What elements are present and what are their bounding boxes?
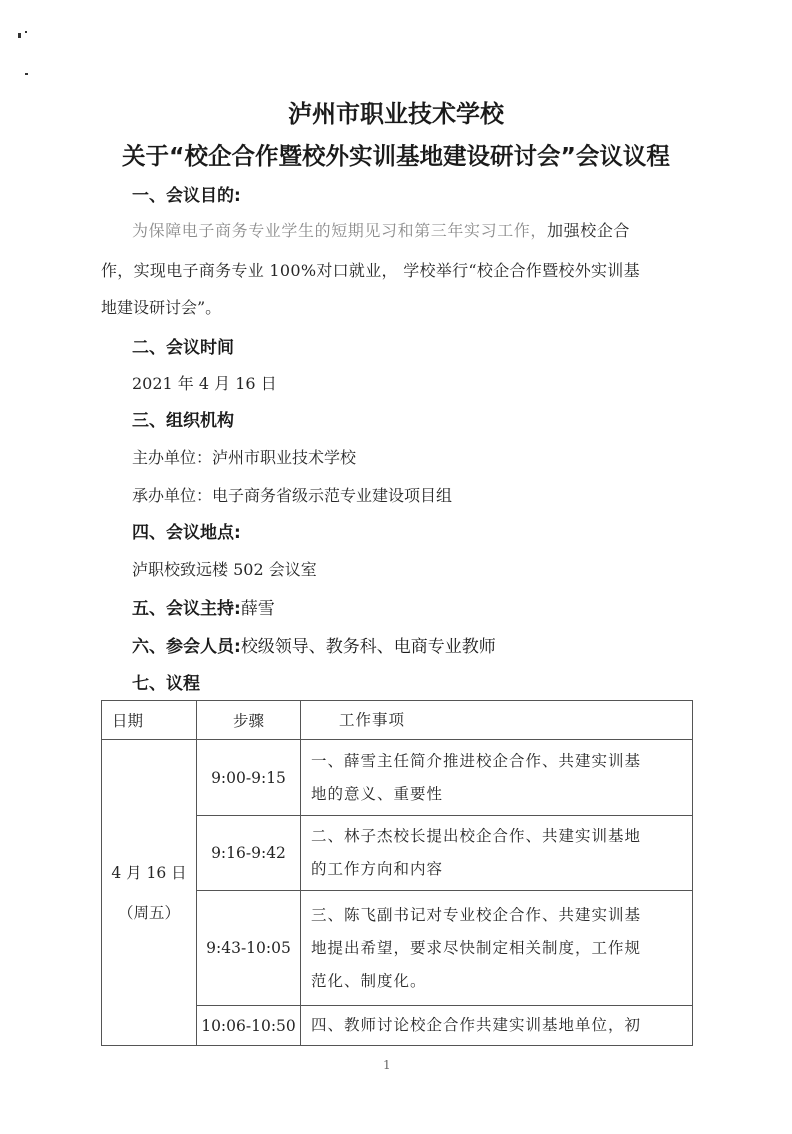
scan-mark — [25, 73, 28, 75]
row-time: 9:00-9:15 — [197, 740, 301, 816]
agenda-table — [101, 700, 693, 1046]
organizer-unit: 承办单位：电子商务省级示范专业建设项目组 — [132, 486, 453, 505]
table-row — [102, 740, 693, 816]
section-heading-chair: 五、会议主持: — [132, 599, 241, 619]
purpose-line-1-faded: 为保障电子商务专业学生的短期见习和第三年实习工作， — [132, 221, 548, 240]
purpose-line-1-rest: 加强校企合 — [547, 221, 631, 240]
row-work — [301, 816, 693, 891]
section-heading-agenda: 七、议程 — [132, 674, 200, 694]
header-step: 步骤 — [197, 701, 301, 740]
document-subtitle: 关于“校企合作暨校外实训基地建设研讨会”会议议程 — [122, 142, 670, 170]
section-heading-org: 三、组织机构 — [132, 411, 234, 431]
page-number: 1 — [383, 1058, 391, 1072]
section-chair — [132, 594, 275, 619]
meeting-venue: 泸职校致远楼 502 会议室 — [132, 560, 317, 579]
purpose-line-3: 地建设研讨会”。 — [101, 298, 222, 317]
section-attendees — [132, 632, 496, 657]
table-header-row — [102, 701, 693, 740]
meeting-date: 2021 年 4 月 16 日 — [132, 374, 277, 393]
host-unit: 主办单位：泸州市职业技术学校 — [132, 448, 357, 467]
row-work — [301, 1006, 693, 1046]
section-heading-venue: 四、会议地点: — [132, 523, 241, 543]
header-date: 日期 — [102, 701, 197, 740]
row-work-line: 地的意义、重要性 — [311, 784, 444, 803]
row-work-line: 二、林子杰校长提出校企合作、共建实训基地 — [311, 827, 642, 845]
document-title: 泸州市职业技术学校 — [288, 100, 504, 128]
header-work: 工作事项 — [301, 701, 693, 740]
row-time: 10:06-10:50 — [197, 1006, 301, 1046]
row-time: 9:43-10:05 — [197, 891, 301, 1006]
row-work-line: 范化、制度化。 — [311, 971, 427, 990]
scan-mark — [25, 31, 27, 33]
purpose-line-2: 作，实现电子商务专业 100%对口就业， 学校举行“校企合作暨校外实训基 — [101, 261, 640, 280]
row-work-line: 四、教师讨论校企合作共建实训基地单位，初 — [311, 1016, 642, 1034]
row-work-line: 的工作方向和内容 — [311, 860, 444, 878]
purpose-line-1 — [132, 218, 630, 241]
section-heading-purpose: 一、会议目的: — [132, 186, 241, 206]
agenda-date: 4 月 16 日 — [111, 863, 187, 882]
section-heading-attendees: 六、参会人员: — [132, 637, 241, 657]
row-work-line: 三、陈飞副书记对专业校企合作、共建实训基 — [311, 905, 642, 924]
agenda-date-cell — [102, 740, 197, 1046]
row-time: 9:16-9:42 — [197, 816, 301, 891]
meeting-chair: 薛雪 — [240, 599, 275, 619]
agenda-weekday: （周五） — [117, 903, 180, 922]
section-heading-time: 二、会议时间 — [132, 338, 234, 358]
row-work — [301, 891, 693, 1006]
scan-mark — [18, 33, 21, 38]
row-work — [301, 740, 693, 816]
meeting-attendees: 校级领导、教务科、电商专业教师 — [240, 637, 496, 657]
row-work-line: 一、薛雪主任简介推进校企合作、共建实训基 — [311, 751, 642, 770]
row-work-line: 地提出希望，要求尽快制定相关制度，工作规 — [311, 938, 642, 957]
